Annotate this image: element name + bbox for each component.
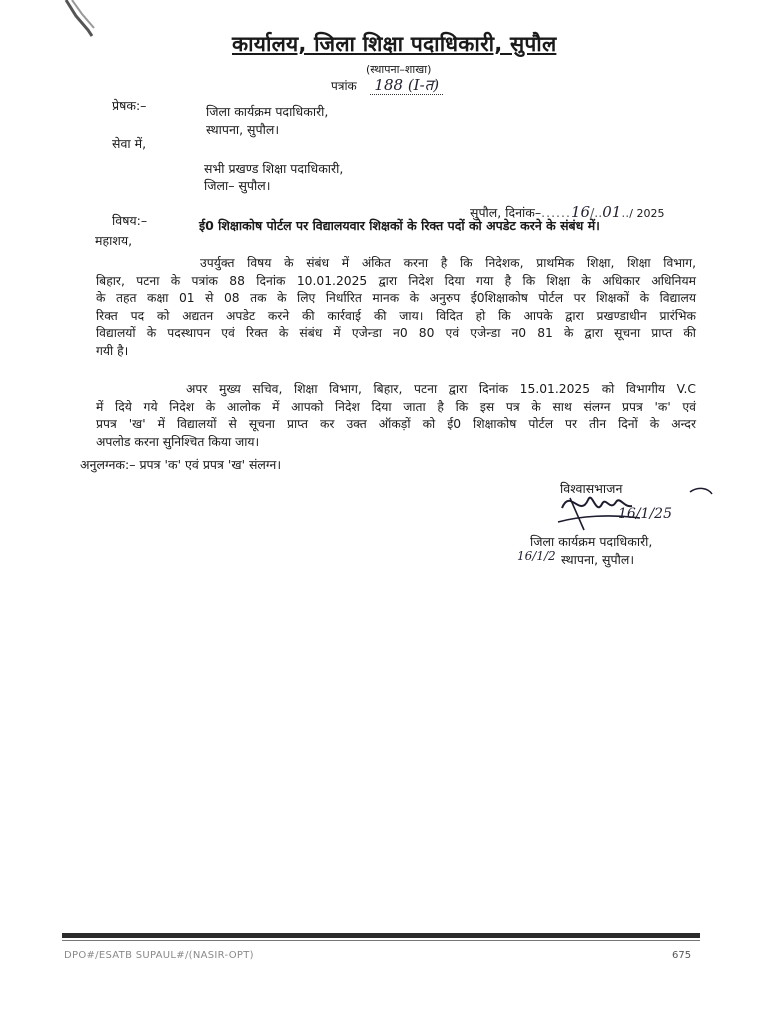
recipient-line-2: जिला– सुपौल। [204,178,271,193]
paragraph-1-line: विद्यालयों के पदस्थापन एवं रिक्त के संबंध में एजेन्डा न0 80 एवं एजेन्डा न0 81 के द्वारा सूचना प्राप्त की [96,326,696,340]
salutation: महाशय, [95,233,133,248]
paragraph-1 [96,255,696,360]
closing-yours: विश्वासभाजन [560,481,623,496]
footer-reference: DPO#/ESATB SUPAUL#/(NASIR-OPT) [64,950,254,961]
paragraph-1-line: गयी है। [96,343,129,358]
footer-page-number: 675 [672,950,692,961]
paragraph-1-line: बिहार, पटना के पत्रांक 88 दिनांक 10.01.2025 द्वारा निदेश दिया गया है कि शिक्षा के अधिकार अधिनियम [96,273,696,288]
paragraph-2-line: अपलोड करना सुनिश्चित किया जाय। [96,434,260,449]
stamp-date: 16/1/2 [517,549,556,563]
sender-line-2: स्थापना, सुपौल। [206,122,280,137]
corner-clip-mark [52,0,98,40]
paragraph-2-line: प्रपत्र 'ख' में विद्यालयों से सूचना प्राप्त कर उक्त ऑकड़ों को ई0 शिक्षाकोष पोर्टल पर तीन दिनों के अन्दर [96,417,696,431]
recipient-line-1: सभी प्रखण्ड शिक्षा पदाधिकारी, [204,161,344,176]
paragraph-2-line: में दिये गये निदेश के आलोक में आपको निदेश दिया जाता है कि इस पत्र के साथ संलग्न प्रपत्र 'क' एवं [96,399,696,414]
letter-number-value: 188 (I-त) [370,76,443,95]
enclosure-note: अनुलग्नक:– प्रपत्र 'क' एवं प्रपत्र 'ख' संलग्न। [80,457,282,472]
paragraph-1-line: उपर्युक्त विषय के संबंध में अंकित करना है कि निदेशक, प्राथमिक शिक्षा, शिक्षा विभाग, [200,256,696,270]
paragraph-2-line: अपर मुख्य सचिव, शिक्षा विभाग, बिहार, पटना द्वारा दिनांक 15.01.2025 को विभागीय V.C [186,382,696,396]
footer-rule [62,933,700,938]
sender-label: प्रेषक:– [112,98,147,113]
letter-number [331,75,443,95]
signature-date: 16/1/25 [618,506,672,522]
subject-text: ई0 शिक्षाकोष पोर्टल पर विद्यालयवार शिक्षकों के रिक्त पदों को अपडेट करने के संबंध में। [199,218,600,233]
office-title: कार्यालय, जिला शिक्षा पदाधिकारी, सुपौल [232,32,557,56]
date-month: 01 [602,203,622,221]
signatory-office: स्थापना, सुपौल। [561,552,635,567]
section-name: (स्थापना–शाखा) [366,63,432,76]
letter-number-label: पत्रांक [331,79,357,93]
recipient-label: सेवा में, [112,136,147,151]
paragraph-1-line: रिक्त पद को अद्यतन अपडेट करने की कार्रवाई की जाय। विदित हो कि आपके द्वारा प्रखण्डाधीन प्रारंभिक [96,308,696,323]
date-year: / 2025 [629,207,665,220]
footer-rule-thin [62,940,700,941]
date-prefix: सुपौल, दिनांक– [470,205,542,220]
paragraph-2 [96,381,696,451]
sender-line-1: जिला कार्यक्रम पदाधिकारी, [206,104,329,119]
letter-date: सुपौल, दिनांक–......16/..01../ 2025 [470,203,665,221]
signatory-designation: जिला कार्यक्रम पदाधिकारी, [530,534,653,549]
paragraph-1-line: के तहत कक्षा 01 से 08 तक के लिए निर्धारित मानक के अनुरुप ई0शिक्षाकोष पोर्टल पर शिक्षकों के विद्यालय [96,291,696,305]
date-day: 16 [570,203,591,221]
subject-label: विषय:– [112,213,148,228]
